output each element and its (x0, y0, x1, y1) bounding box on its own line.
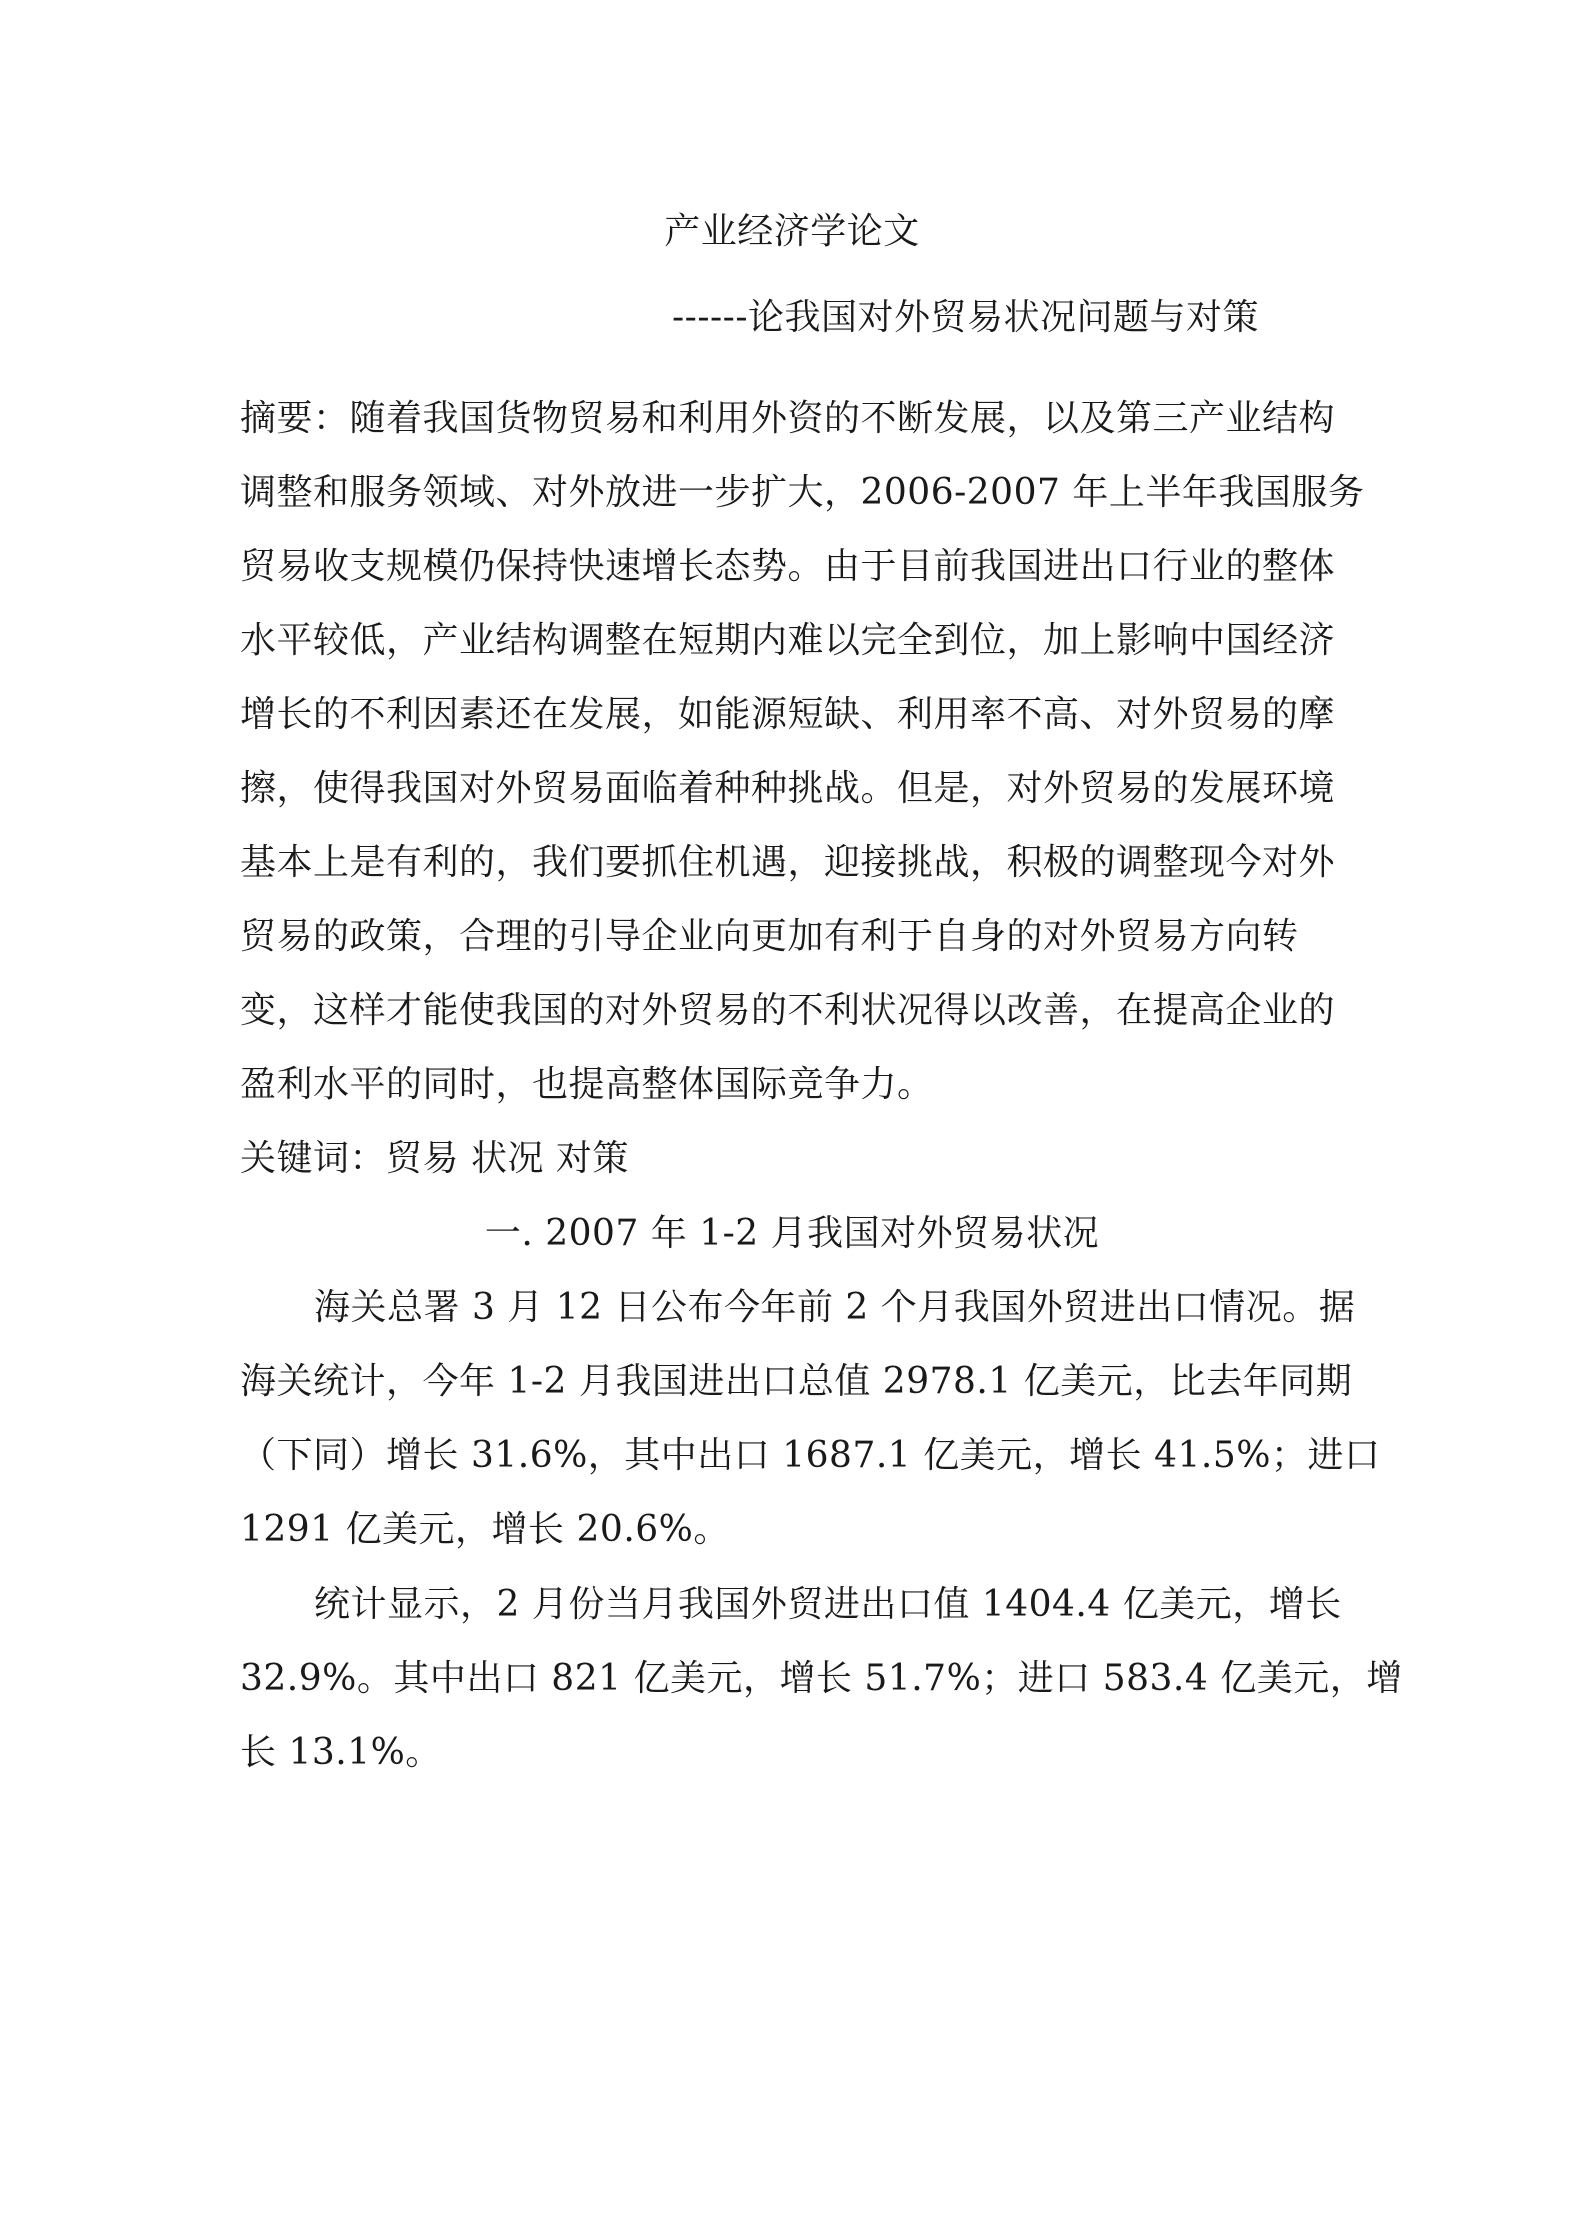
paragraph-line: 长 13.1%。 (240, 1732, 442, 1773)
abstract-line: 摘要：随着我国货物贸易和利用外资的不断发展，以及第三产业结构 (240, 398, 1336, 439)
paragraph-line: 1291 亿美元，增长 20.6%。 (240, 1509, 730, 1550)
paragraph-line: 海关统计，今年 1-2 月我国进出口总值 2978.1 亿美元，比去年同期 (240, 1361, 1353, 1402)
abstract-line: 水平较低，产业结构调整在短期内难以完全到位，加上影响中国经济 (240, 620, 1336, 661)
paragraph-line: 海关总署 3 月 12 日公布今年前 2 个月我国外贸进出口情况。据 (314, 1287, 1356, 1328)
section-heading: 一. 2007 年 1-2 月我国对外贸易状况 (484, 1213, 1100, 1254)
paragraph-line: 统计显示，2 月份当月我国外贸进出口值 1404.4 亿美元，增长 (314, 1584, 1342, 1625)
abstract-line: 调整和服务领域、对外放进一步扩大，2006-2007 年上半年我国服务 (240, 472, 1365, 513)
abstract-line: 基本上是有利的，我们要抓住机遇，迎接挑战，积极的调整现今对外 (240, 842, 1336, 883)
document-title: 产业经济学论文 (664, 211, 920, 252)
abstract-line: 变，这样才能使我国的对外贸易的不利状况得以改善，在提高企业的 (240, 990, 1336, 1031)
abstract-line: 增长的不利因素还在发展，如能源短缺、利用率不高、对外贸易的摩 (240, 694, 1336, 735)
paragraph-line: （下同）增长 31.6%，其中出口 1687.1 亿美元，增长 41.5%；进口 (240, 1435, 1381, 1476)
abstract-line: 贸易收支规模仍保持快速增长态势。由于目前我国进出口行业的整体 (240, 546, 1336, 587)
document-subtitle: ------论我国对外贸易状况问题与对策 (672, 297, 1259, 338)
keywords-line: 关键词：贸易 状况 对策 (240, 1138, 629, 1179)
abstract-line: 擦，使得我国对外贸易面临着种种挑战。但是，对外贸易的发展环境 (240, 768, 1336, 809)
abstract-line: 盈利水平的同时，也提高整体国际竞争力。 (240, 1064, 934, 1105)
paragraph-line: 32.9%。其中出口 821 亿美元，增长 51.7%；进口 583.4 亿美元，增 (240, 1658, 1403, 1699)
abstract-line: 贸易的政策，合理的引导企业向更加有利于自身的对外贸易方向转 (240, 916, 1299, 957)
